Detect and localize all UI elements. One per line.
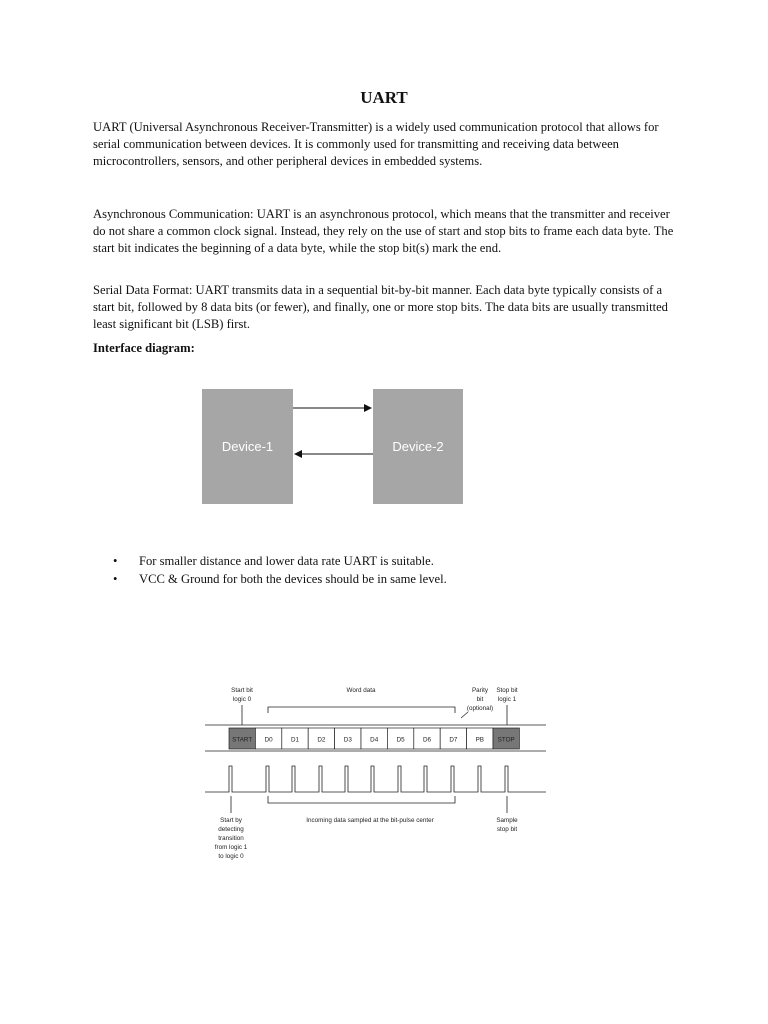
start-bit-label-1: Start bit: [231, 687, 253, 694]
stop-bit-label-2: logic 1: [497, 696, 517, 703]
start-detect-label-5: to logic 0: [218, 853, 244, 860]
word-data-bracket: [268, 707, 455, 713]
list-item: • For smaller distance and lower data rate UART is suitable.: [113, 552, 447, 570]
bit-cell-label-d7: D7: [449, 736, 458, 744]
stop-bit-label-1: Stop bit: [496, 687, 518, 694]
async-communication-paragraph: Asynchronous Communication: UART is an asynchronous protocol, which means that the transmitter and receiver do not share a common clock signal. Instead, they rely on the use of start and stop bits to frame each data byte. The start bit indicates the beginning of a data byte, while the stop bit(s) mark the end.: [93, 207, 674, 255]
sample-stop-label-2: stop bit: [496, 826, 518, 833]
bit-cell-label-d4: D4: [370, 736, 379, 744]
bit-cell-label-d6: D6: [422, 736, 432, 744]
start-bit-label-2: logic 0: [232, 696, 252, 703]
parity-label-3: (optional): [466, 705, 494, 712]
start-detect-label-1: Start by: [220, 817, 242, 824]
device-1-label: Device-1: [221, 439, 274, 454]
incoming-data-bracket: [268, 796, 455, 803]
parity-label-2: bit: [476, 696, 484, 703]
word-data-label: Word data: [346, 687, 376, 694]
bit-cell-label-pb: PB: [475, 736, 485, 744]
bit-cell-label-start: START: [232, 736, 253, 744]
bit-cell-label-d3: D3: [343, 736, 352, 744]
incoming-data-label: Incoming data sampled at the bit-pulse center: [306, 817, 434, 824]
start-detect-label-3: transition: [218, 835, 244, 842]
bit-cell-label-stop: STOP: [497, 736, 515, 744]
device-2-label: Device-2: [392, 439, 444, 454]
start-detect-label-2: detecting: [218, 826, 244, 833]
intro-paragraph: UART (Universal Asynchronous Receiver-Transmitter) is a widely used communication protocol that allows for serial communication between devices. It is commonly used for transmitting and receiving data between microcontrollers, sensors, and other peripheral devices in embedded systems.: [93, 120, 659, 168]
bit-cell-label-d2: D2: [317, 736, 326, 744]
bit-cell-label-d1: D1: [290, 736, 300, 744]
bit-cell-label-d5: D5: [396, 736, 405, 744]
list-item: • VCC & Ground for both the devices should be in same level.: [113, 570, 447, 588]
serial-data-format-paragraph: Serial Data Format: UART transmits data in a sequential bit-by-bit manner. Each data byte typically consists of a start bit, followed by 8 data bits (or fewer), and finally, one or more stop bits. The data bits are usually transmitted least significant bit (LSB) first.: [93, 283, 668, 331]
bit-cells: [229, 728, 519, 749]
interface-diagram-heading: Interface diagram:: [93, 341, 195, 355]
parity-label-1: Parity: [471, 687, 489, 694]
sample-stop-label-1: Sample: [496, 817, 518, 824]
page-title: UART: [360, 88, 408, 107]
bit-cell-label-d0: D0: [264, 736, 273, 744]
start-detect-label-4: from logic 1: [214, 844, 248, 851]
sampling-pulse-waveform: [205, 766, 546, 792]
